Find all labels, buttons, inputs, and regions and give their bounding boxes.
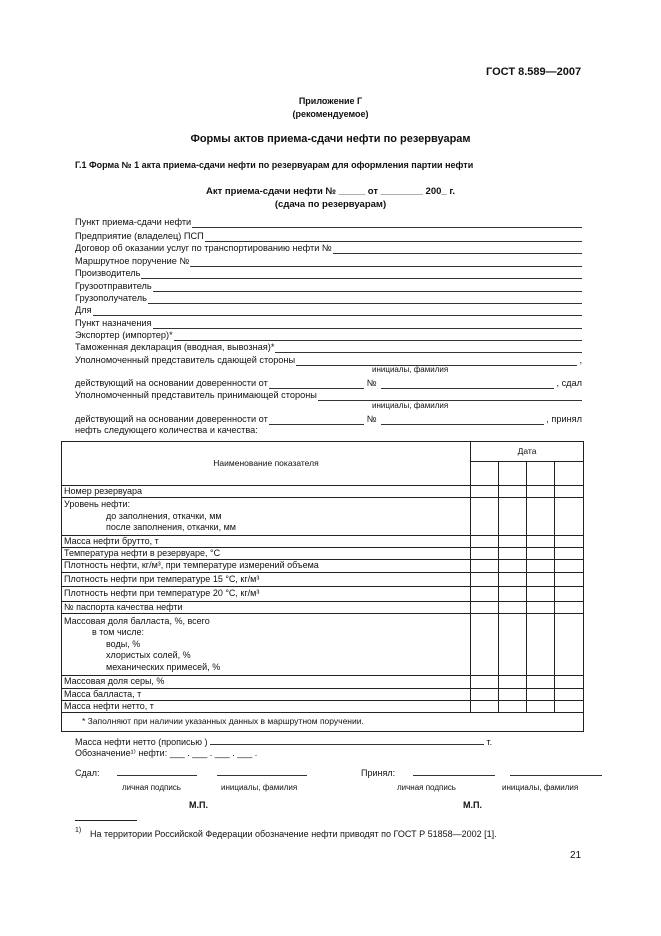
number-line[interactable] — [381, 415, 545, 425]
row-sublabel: в том числе: — [92, 627, 144, 638]
value-cell[interactable] — [555, 601, 584, 613]
field-label: Уполномоченный представитель сдающей стороны — [75, 355, 296, 365]
value-cell[interactable] — [499, 700, 527, 712]
field-producer — [75, 266, 582, 279]
field-label: Пункт приема-сдачи нефти — [75, 217, 192, 227]
field-label: Уполномоченный представитель принимающей стороны — [75, 390, 317, 400]
fill-line[interactable] — [93, 306, 582, 316]
gave-initials-line[interactable] — [217, 770, 307, 776]
section-title: Г.1 Форма № 1 акта приема-сдачи нефти по резервуарам для оформления партии нефти — [75, 160, 474, 170]
table-footnote: * Заполняют при наличии указанных данных в маршрутном поручении. — [82, 716, 364, 727]
value-cell[interactable] — [499, 486, 527, 498]
row-sublabel: после заполнения, откачки, мм — [106, 522, 236, 533]
value-cell[interactable] — [471, 498, 499, 535]
row-label: Массовая доля серы, % — [64, 676, 165, 687]
appendix-label: Приложение Г — [298, 96, 363, 106]
date-cell[interactable] — [499, 462, 527, 486]
date-cell[interactable] — [527, 462, 555, 486]
header-date: Дата — [471, 442, 584, 462]
initials-surname-caption: инициалы, фамилия — [221, 783, 298, 792]
table-row — [62, 535, 584, 547]
table-row — [62, 676, 584, 688]
row-label: Плотность нефти при температуре 20 °С, кг/м³ — [64, 588, 260, 599]
header-name: Наименование показателя — [62, 442, 471, 486]
act-subtitle: (сдача по резервуарам) — [274, 199, 387, 210]
row-label: № паспорта качества нефти — [64, 601, 183, 612]
row-sublabel: механических примесей, % — [106, 661, 221, 672]
net-mass-fill[interactable] — [210, 735, 484, 745]
value-cell[interactable] — [471, 560, 499, 572]
field-label: действующий на основании доверенности от — [75, 378, 268, 388]
field-label: Грузополучатель — [75, 293, 147, 303]
value-cell[interactable] — [527, 486, 555, 498]
value-cell[interactable] — [527, 535, 555, 547]
value-cell[interactable] — [555, 676, 584, 688]
value-cell[interactable] — [555, 498, 584, 535]
initials-surname-caption: инициалы, фамилия — [502, 783, 579, 792]
value-cell[interactable] — [471, 548, 499, 560]
value-cell[interactable] — [471, 486, 499, 498]
value-cell[interactable] — [499, 688, 527, 700]
value-cell[interactable] — [527, 676, 555, 688]
row-label: Номер резервуара — [64, 486, 143, 496]
value-cell[interactable] — [527, 560, 555, 572]
value-cell[interactable] — [499, 614, 527, 676]
row-label: Массовая доля балласта, %, всего — [64, 616, 210, 627]
quality-table — [61, 441, 584, 732]
table-row — [62, 700, 584, 712]
value-cell[interactable] — [499, 676, 527, 688]
fill-line[interactable] — [333, 244, 582, 254]
value-cell[interactable] — [471, 688, 499, 700]
value-cell[interactable] — [499, 587, 527, 601]
net-mass-line — [75, 735, 492, 747]
main-title: Формы актов приема-сдачи нефти по резервуарам — [190, 133, 471, 145]
value-cell[interactable] — [499, 535, 527, 547]
footnote-rule — [75, 820, 137, 821]
gave-suffix: , сдал — [556, 378, 582, 388]
field-customs-declaration — [75, 340, 582, 353]
personal-signature-caption: личная подпись — [397, 783, 456, 792]
gave-signature-line[interactable] — [117, 770, 197, 776]
value-cell[interactable] — [471, 587, 499, 601]
value-cell[interactable] — [555, 700, 584, 712]
field-label: действующий на основании доверенности от — [75, 414, 268, 424]
footnote-mark: 1) — [75, 827, 82, 834]
gave-label: Сдал: — [75, 768, 100, 778]
designation-label: Обозначение¹⁾ нефти: — [75, 748, 168, 758]
table-row — [62, 548, 584, 560]
field-label: Производитель — [75, 268, 141, 278]
fill-line[interactable] — [318, 391, 582, 401]
date-cell[interactable] — [555, 462, 584, 486]
value-cell[interactable] — [471, 700, 499, 712]
table-row — [62, 572, 584, 586]
received-signature-line[interactable] — [413, 770, 495, 776]
footnote-text: На территории Российской Федерации обозначение нефти приводят по ГОСТ Р 51858—2002 [1]. — [90, 829, 497, 839]
value-cell[interactable] — [555, 688, 584, 700]
field-acting-2 — [75, 412, 582, 425]
row-label: Масса балласта, т — [64, 688, 142, 699]
field-for — [75, 303, 582, 316]
value-cell[interactable] — [555, 572, 584, 586]
field-label: Пункт назначения — [75, 318, 152, 328]
received-suffix: , принял — [546, 414, 582, 424]
row-label: Плотность нефти при температуре 15 °С, кг/м³ — [64, 573, 260, 584]
value-cell[interactable] — [527, 498, 555, 535]
page-number: 21 — [570, 850, 582, 861]
value-cell[interactable] — [471, 572, 499, 586]
value-cell[interactable] — [527, 601, 555, 613]
field-label: Договор об оказании услуг по транспортированию нефти № — [75, 243, 332, 253]
field-delivering-rep — [75, 353, 582, 366]
designation-line — [75, 748, 257, 759]
row-label: Масса нефти брутто, т — [64, 535, 159, 546]
value-cell[interactable] — [527, 572, 555, 586]
value-cell[interactable] — [527, 548, 555, 560]
act-title: Акт приема-сдачи нефти № _____ от ________ 200_ г. — [206, 186, 455, 197]
field-label: Предприятие (владелец) ПСП — [75, 231, 204, 241]
initials-caption: инициалы, фамилия — [372, 365, 449, 374]
net-mass-unit: т. — [486, 737, 493, 747]
value-cell[interactable] — [555, 548, 584, 560]
value-cell[interactable] — [499, 498, 527, 535]
value-cell[interactable] — [555, 560, 584, 572]
field-contract — [75, 241, 582, 254]
row-sublabel: воды, % — [106, 638, 141, 649]
table-row — [62, 498, 584, 535]
table-row — [62, 614, 584, 676]
next-line-text: нефть следующего количества и качества: — [75, 425, 258, 435]
row-sublabel: до заполнения, откачки, мм — [106, 510, 222, 521]
value-cell[interactable] — [527, 587, 555, 601]
row-label: Уровень нефти: — [64, 499, 131, 510]
net-mass-label: Масса нефти нетто (прописью ) — [75, 737, 208, 747]
value-cell[interactable] — [471, 601, 499, 613]
field-receiving-point — [75, 215, 582, 228]
initials-caption: инициалы, фамилия — [372, 401, 449, 410]
table-row — [62, 560, 584, 572]
appendix-note: (рекомендуемое) — [292, 109, 369, 119]
value-cell[interactable] — [499, 572, 527, 586]
field-label: Маршрутное поручение № — [75, 256, 190, 266]
number-sign: № — [366, 378, 377, 388]
value-cell[interactable] — [555, 535, 584, 547]
number-sign: № — [366, 414, 377, 424]
field-label: Для — [75, 305, 92, 315]
field-label: Экспортер (импортер)* — [75, 330, 173, 340]
comma: , — [579, 355, 582, 365]
doc-code: ГОСТ 8.589—2007 — [486, 66, 582, 78]
value-cell[interactable] — [527, 688, 555, 700]
value-cell[interactable] — [555, 614, 584, 676]
value-cell[interactable] — [527, 700, 555, 712]
row-sublabel: хлористых солей, % — [106, 650, 191, 661]
value-cell[interactable] — [527, 614, 555, 676]
field-label: Грузоотправитель — [75, 281, 152, 291]
table-row — [62, 601, 584, 613]
seal-right: М.П. — [463, 800, 482, 810]
value-cell[interactable] — [555, 486, 584, 498]
field-receiving-rep — [75, 388, 582, 401]
row-label: Плотность нефти, кг/м³, при температуре измерений объема — [64, 560, 319, 571]
value-cell[interactable] — [499, 560, 527, 572]
table-row — [62, 486, 584, 498]
date-line[interactable] — [269, 415, 364, 425]
row-label: Масса нефти нетто, т — [64, 700, 154, 711]
value-cell[interactable] — [499, 601, 527, 613]
value-cell[interactable] — [471, 535, 499, 547]
value-cell[interactable] — [471, 676, 499, 688]
field-label: Таможенная декларация (вводная, вывозная)* — [75, 342, 275, 352]
fill-line[interactable] — [141, 269, 582, 279]
received-initials-line[interactable] — [510, 770, 602, 776]
value-cell[interactable] — [555, 587, 584, 601]
value-cell[interactable] — [499, 548, 527, 560]
table-row — [62, 587, 584, 601]
fill-line[interactable] — [275, 343, 582, 353]
personal-signature-caption: личная подпись — [122, 783, 181, 792]
designation-blanks[interactable]: ___ . ___ . ___ . ___ . — [169, 748, 258, 758]
row-label: Температура нефти в резервуаре, °С — [64, 548, 221, 559]
fill-line[interactable] — [192, 218, 582, 228]
value-cell[interactable] — [471, 614, 499, 676]
date-cell[interactable] — [471, 462, 499, 486]
received-label: Принял: — [361, 768, 396, 778]
table-row — [62, 688, 584, 700]
seal-left: М.П. — [189, 800, 208, 810]
